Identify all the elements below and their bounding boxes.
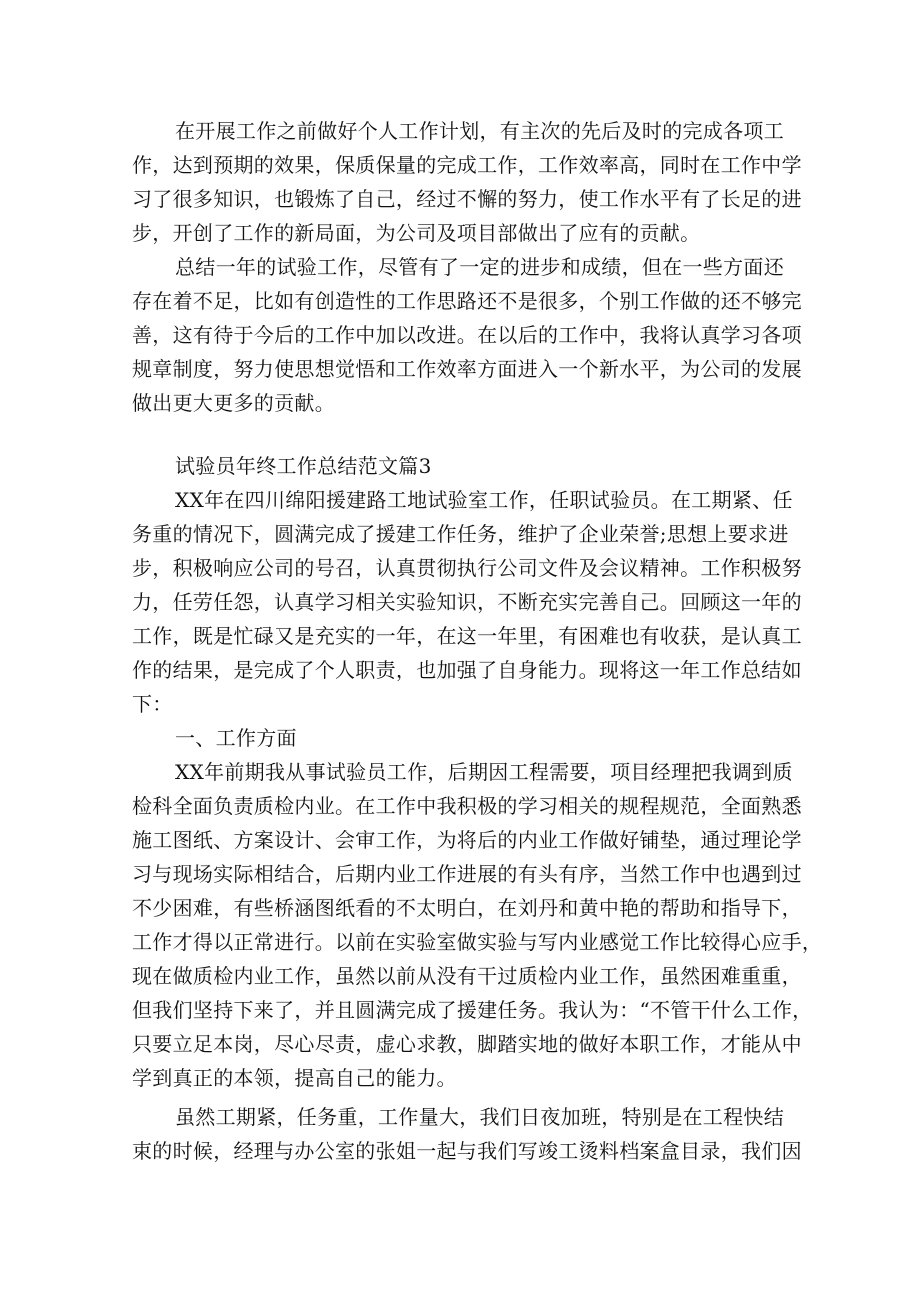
- paragraph-3-line: XX年在四川绵阳援建路工地试验室工作，任职试验员。在工期紧、任: [175, 488, 793, 512]
- section-title: 试验员年终工作总结范文篇3: [175, 454, 432, 478]
- paragraph-3-line: 工作，既是忙碌又是充实的一年，在这一年里，有困难也有收获，是认真工: [132, 624, 802, 648]
- paragraph-2-line: 存在着不足，比如有创造性的工作思路还不是很多，个别工作做的还不够完: [132, 289, 802, 313]
- paragraph-3-line: 力，任劳任怨，认真学习相关实验知识，不断充实完善自己。回顾这一年的: [132, 590, 802, 614]
- paragraph-4-line: 不少困难，有些桥涵图纸看的不太明白，在刘丹和黄中艳的帮助和指导下，: [132, 896, 802, 920]
- paragraph-4-line: 施工图纸、方案设计、会审工作，为将后的内业工作做好铺垫，通过理论学: [132, 828, 802, 852]
- paragraph-1-line: 步，开创了工作的新局面，为公司及项目部做出了应有的贡献。: [132, 221, 701, 245]
- paragraph-3-line: 步，积极响应公司的号召，认真贯彻执行公司文件及会议精神。工作积极努: [132, 556, 802, 580]
- paragraph-2-line: 总结一年的试验工作，尽管有了一定的进步和成绩，但在一些方面还: [175, 255, 784, 279]
- subheading: 一、工作方面: [175, 726, 297, 750]
- paragraph-3-line: 作的结果，是完成了个人职责，也加强了自身能力。现将这一年工作总结如: [132, 658, 802, 682]
- paragraph-4-line: 但我们坚持下来了，并且圆满完成了援建任务。我认为：“不管干什么工作，: [132, 998, 813, 1022]
- paragraph-5-line: 虽然工期紧，任务重，工作量大，我们日夜加班，特别是在工程快结: [175, 1105, 784, 1129]
- paragraph-4-line: 现在做质检内业工作，虽然以前从没有干过质检内业工作，虽然困难重重，: [132, 964, 802, 988]
- paragraph-4-line: XX年前期我从事试验员工作，后期因工程需要，项目经理把我调到质: [175, 760, 793, 784]
- paragraph-1-line: 作，达到预期的效果，保质保量的完成工作，工作效率高，同时在工作中学: [132, 153, 802, 177]
- paragraph-5-line: 束的时候，经理与办公室的张姐一起与我们写竣工烫料档案盒目录，我们因: [132, 1139, 802, 1163]
- paragraph-4-line: 只要立足本岗，尽心尽责，虚心求教，脚踏实地的做好本职工作，才能从中: [132, 1032, 802, 1056]
- paragraph-2-line: 做出更大更多的贡献。: [132, 391, 335, 415]
- paragraph-4-line: 检科全面负责质检内业。在工作中我积极的学习相关的规程规范，全面熟悉: [132, 794, 802, 818]
- paragraph-2-line: 规章制度，努力使思想觉悟和工作效率方面进入一个新水平，为公司的发展: [132, 357, 802, 381]
- paragraph-1-line: 习了很多知识，也锻炼了自己，经过不懈的努力，使工作水平有了长足的进: [132, 187, 802, 211]
- paragraph-4-line: 工作才得以正常进行。以前在实验室做实验与写内业感觉工作比较得心应手，: [132, 930, 823, 954]
- paragraph-1-line: 在开展工作之前做好个人工作计划，有主次的先后及时的完成各项工: [175, 119, 784, 143]
- paragraph-2-line: 善，这有待于今后的工作中加以改进。在以后的工作中，我将认真学习各项: [132, 323, 802, 347]
- paragraph-4-line: 习与现场实际相结合，后期内业工作进展的有头有序，当然工作中也遇到过: [132, 862, 802, 886]
- paragraph-3-line: 务重的情况下，圆满完成了援建工作任务，维护了企业荣誉;思想上要求进: [132, 522, 789, 546]
- paragraph-3-line: 下：: [132, 692, 173, 716]
- paragraph-4-line: 学到真正的本领，提高自己的能力。: [132, 1066, 457, 1090]
